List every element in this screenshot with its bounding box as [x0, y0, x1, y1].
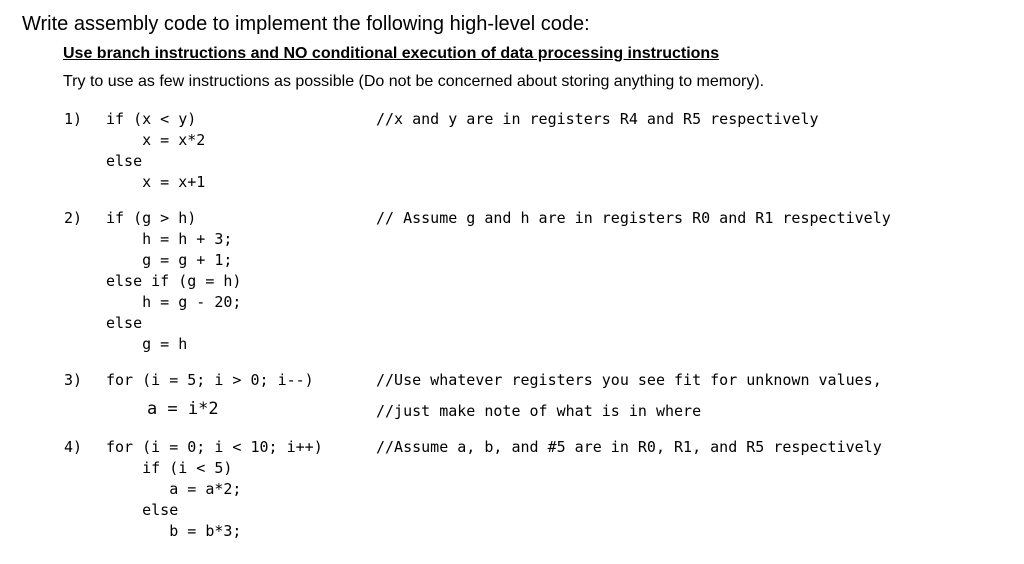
problem-3-line: a = i*2 [106, 399, 219, 419]
problem-1-line: x = x*2 [106, 131, 206, 149]
problem-1-line: if (x < y) [106, 110, 197, 128]
problem-2-line: if (g > h) [106, 209, 197, 227]
problem-2-line: h = g - 20; [106, 293, 242, 311]
problem-1-line: else [106, 152, 143, 170]
problem-4-line: b = b*3; [106, 522, 242, 540]
problem-4-line: for (i = 0; i < 10; i++) [106, 438, 323, 456]
problem-4-line: a = a*2; [106, 480, 242, 498]
problem-2-comment: // Assume g and h are in registers R0 and R1 respectively [376, 209, 891, 227]
problem-3-comment: //just make note of what is in where [376, 402, 702, 420]
problem-3-number: 3) [64, 371, 83, 389]
hint-instruction: Try to use as few instructions as possible (Do not be concerned about storing anything to memory). [63, 73, 765, 90]
problem-2-line: else if (g = h) [106, 272, 242, 290]
problem-1-comment: //x and y are in registers R4 and R5 respectively [376, 110, 819, 128]
problem-4-number: 4) [64, 438, 83, 456]
problem-3-comment: //Use whatever registers you see fit for unknown values, [376, 371, 882, 389]
problem-1-line: x = x+1 [106, 173, 206, 191]
problem-1-number: 1) [64, 110, 83, 128]
problem-3-line: for (i = 5; i > 0; i--) [106, 371, 314, 389]
problem-4-line: else [106, 501, 179, 519]
problem-4-line: if (i < 5) [106, 459, 233, 477]
rule-instruction: Use branch instructions and NO conditional execution of data processing instructions [63, 45, 720, 62]
problem-2-line: h = h + 3; [106, 230, 233, 248]
problem-2-line: g = g + 1; [106, 251, 233, 269]
problem-2-line: g = h [106, 335, 188, 353]
problem-2-line: else [106, 314, 143, 332]
page-title: Write assembly code to implement the following high-level code: [22, 13, 590, 35]
problem-2-number: 2) [64, 209, 83, 227]
problem-4-comment: //Assume a, b, and #5 are in R0, R1, and R5 respectively [376, 438, 882, 456]
